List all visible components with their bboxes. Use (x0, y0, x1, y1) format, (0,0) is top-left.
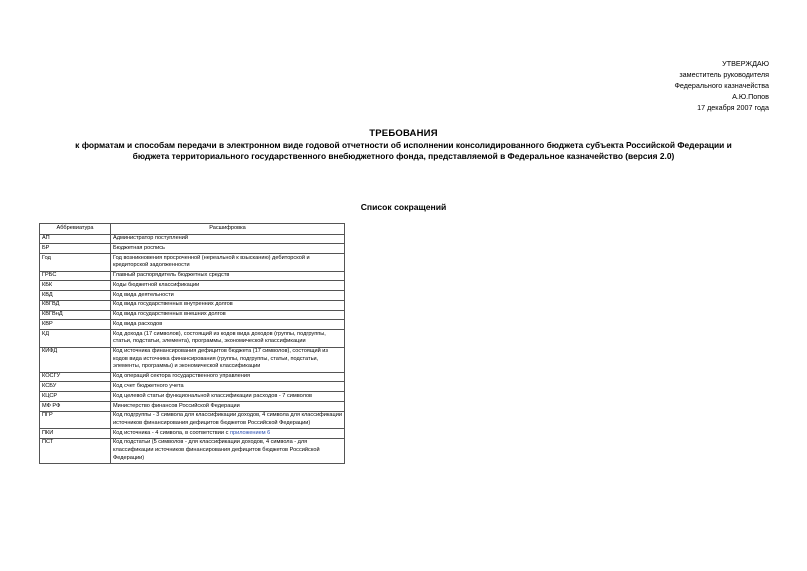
table-row (40, 392, 345, 402)
expansion-cell (111, 382, 345, 392)
table-header-row (40, 224, 345, 235)
table-row (40, 330, 345, 347)
approval-line: А.Ю.Попов (732, 92, 769, 101)
table-row (40, 244, 345, 254)
expansion-cell (111, 254, 345, 271)
abbreviation-cell: КБК (40, 281, 111, 291)
table-row (40, 300, 345, 310)
expansion-cell (111, 429, 345, 439)
expansion-text: Код дохода (17 символов), состоящий из кодов вида доходов (группы, подгруппы, статьи, подстатьи, элемента), программы, экономической классификации (113, 330, 326, 345)
expansion-text: Бюджетная роспись (113, 244, 165, 251)
expansion-text: Министерство финансов Российской Федерации (113, 402, 240, 409)
abbreviation-cell: АП (40, 234, 111, 244)
section-title: Список сокращений (360, 202, 447, 212)
expansion-cell (111, 411, 345, 428)
expansion-text: Код источника - 4 символа, в соответствии с (113, 429, 230, 436)
expansion-cell (111, 300, 345, 310)
abbreviation-cell: КСБУ (40, 382, 111, 392)
expansion-cell (111, 281, 345, 291)
table-row (40, 234, 345, 244)
table-row (40, 320, 345, 330)
expansion-cell (111, 347, 345, 372)
expansion-cell (111, 291, 345, 301)
abbreviation-cell: КВР (40, 320, 111, 330)
expansion-cell (111, 401, 345, 411)
expansion-cell (111, 438, 345, 463)
table-row (40, 401, 345, 411)
table-row (40, 310, 345, 320)
expansion-cell (111, 244, 345, 254)
table-row (40, 291, 345, 301)
expansion-cell (111, 310, 345, 320)
expansion-text: Код целевой статьи функциональной классификации расходов - 7 символов (113, 392, 313, 399)
table-row (40, 438, 345, 463)
expansion-cell (111, 392, 345, 402)
expansion-cell (111, 330, 345, 347)
expansion-text: Коды бюджетной классификации (113, 281, 200, 288)
abbreviation-cell: Год (40, 254, 111, 271)
expansion-text: Код вида деятельности (113, 291, 174, 298)
expansion-cell (111, 320, 345, 330)
abbreviation-cell: КВД (40, 291, 111, 301)
table-row (40, 347, 345, 372)
table-row (40, 382, 345, 392)
expansion-text: Главный распорядитель бюджетных средств (113, 272, 230, 279)
table-row (40, 271, 345, 281)
appendix-link[interactable]: приложением 6 (229, 429, 271, 436)
abbreviation-cell: ПСТ (40, 438, 111, 463)
document-title: ТРЕБОВАНИЯ (369, 128, 438, 139)
approval-stamp (674, 58, 769, 113)
column-header-abbreviation: Аббревиатура (40, 224, 111, 235)
document-title-block (30, 128, 777, 162)
abbreviation-cell: ПГР (40, 411, 111, 428)
abbreviation-cell: КВГВД (40, 300, 111, 310)
approval-line: 17 декабря 2007 года (697, 103, 769, 112)
expansion-text: Код счет бюджетного учета (113, 382, 184, 389)
expansion-text: Администратор поступлений (113, 235, 189, 242)
expansion-text: Код источника финансирования дефицитов бюджета (17 символов), состоящий из кодов вида источника финансирования (группы, подгруппы, статьи, подстатьи, элементы, программы) и экономической классификации (113, 348, 328, 370)
abbreviation-cell: КЦСР (40, 392, 111, 402)
expansion-cell (111, 271, 345, 281)
abbreviation-cell: КВГВнД (40, 310, 111, 320)
abbreviation-cell: ПКИ (40, 429, 111, 439)
abbreviation-cell: КОСГУ (40, 372, 111, 382)
table-row (40, 254, 345, 271)
abbreviation-cell: БР (40, 244, 111, 254)
approval-line: Федерального казначейства (674, 81, 769, 90)
expansion-cell (111, 234, 345, 244)
abbreviation-cell: КИФД (40, 347, 111, 372)
table-row (40, 411, 345, 428)
column-header-expansion: Расшифровка (111, 224, 345, 235)
expansion-text: Код подстатьи (5 символов - для классификации доходов, 4 символа - для классификации источников финансирования дефицитов бюджетов Российской Федерации) (113, 439, 320, 461)
abbreviation-cell: ГРБС (40, 271, 111, 281)
expansion-text: Код вида расходов (113, 321, 163, 328)
abbreviation-cell: КД (40, 330, 111, 347)
table-row (40, 372, 345, 382)
table-row (40, 429, 345, 439)
table-row (40, 281, 345, 291)
expansion-cell (111, 372, 345, 382)
abbreviation-cell: МФ РФ (40, 401, 111, 411)
expansion-text: Код подгруппы - 3 символа для классификации доходов, 4 символа для классификации источников финансирования дефицитов бюджетов Российской Федерации) (113, 412, 342, 426)
expansion-text: Код вида государственных внутренних долгов (113, 301, 233, 308)
approval-line: УТВЕРЖДАЮ (722, 59, 769, 68)
abbreviations-table (39, 223, 345, 464)
document-subtitle-line1: к форматам и способам передачи в электронном виде годовой отчетности об исполнении консолидированного бюджета субъекта Российской Федерации и (75, 140, 732, 150)
expansion-text: Код вида государственных внешних долгов (113, 311, 226, 318)
expansion-text: Год возникновения просроченной (нереальной к взысканию) дебиторской и кредиторской задолженности (113, 254, 310, 269)
expansion-text: Код операций сектора государственного управления (113, 373, 251, 380)
approval-line: заместитель руководителя (679, 70, 769, 79)
document-subtitle-line2: бюджета территориального государственного внебюджетного фонда, представляемой в Федеральное казначейство (версия 2.0) (132, 151, 675, 161)
